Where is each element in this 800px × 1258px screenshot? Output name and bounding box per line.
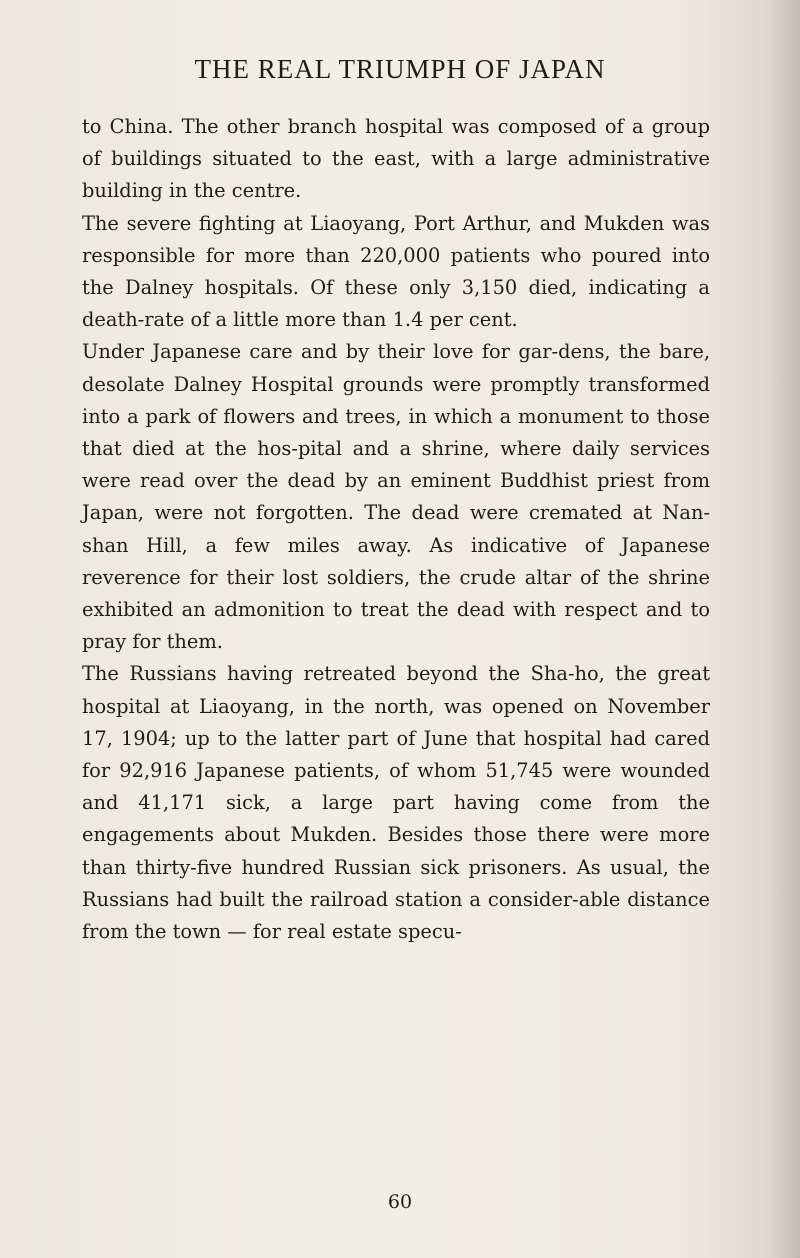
paragraph-1: to China. The other branch hospital was composed of a group of buildings situated to the east, with a large administrative building in the centre. <box>82 115 710 203</box>
body-text <box>82 111 710 948</box>
page-edge-shadow <box>766 0 800 1258</box>
running-head: THE REAL TRIUMPH OF JAPAN <box>194 54 606 84</box>
paragraph-4: The Russians having retreated beyond the Sha-ho, the great hospital at Liaoyang, in the north, was opened on November 17, 1904; up to the latter part of June that hospital had cared for 92,916 Japanese patients, of whom 51,745 were wounded and 41,171 sick, a large part having come from the engagements about Mukden. Besides those there were more than thirty-five hundred Russian sick prisoners. As usual, the Russians had built the railroad station a consider-able distance from the town — for real estate specu- <box>82 662 710 944</box>
paragraph-3: Under Japanese care and by their love for gar-dens, the bare, desolate Dalney Hospital grounds were promptly transformed into a park of flowers and trees, in which a monument to those that died at the hos-pital and a shrine, where daily services were read over the dead by an eminent Buddhist priest from Japan, were not forgotten. The dead were cremated at Nan-shan Hill, a few miles away. As indicative of Japanese reverence for their lost soldiers, the crude altar of the shrine exhibited an admonition to treat the dead with respect and to pray for them. <box>82 340 710 654</box>
paragraph-2: The severe fighting at Liaoyang, Port Arthur, and Mukden was responsible for more than 220,000 patients who poured into the Dalney hospitals. Of these only 3,150 died, indicating a death-rate of a little more than 1.4 per cent. <box>82 211 710 332</box>
page-number: 60 <box>387 1191 413 1213</box>
